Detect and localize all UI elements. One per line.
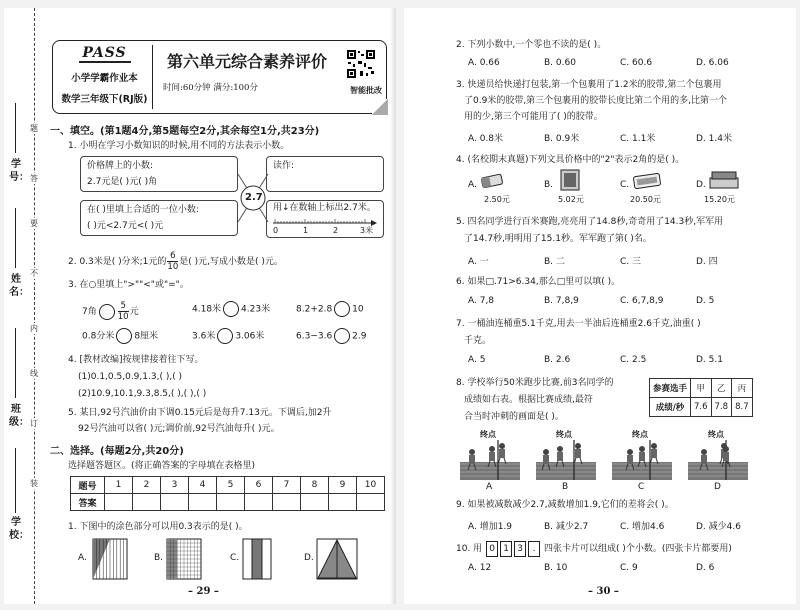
cut-char: 线 <box>30 369 38 378</box>
opt-c[interactable]: C. 2.5 <box>620 355 647 365</box>
pass-logo: PASS <box>79 45 131 63</box>
axis-tick-0: 0 <box>273 226 279 235</box>
r-q5-line2: 了14.7秒,明明用了15.1秒。军军跑了第( )名。 <box>464 234 652 244</box>
cmp-right: 2.9 <box>352 331 367 342</box>
q-num: 10 <box>357 477 385 494</box>
cmp-left: 4.18米 <box>192 304 222 315</box>
q3-row2-c <box>296 328 367 344</box>
opt-c[interactable]: C. <box>230 553 240 563</box>
q3-text: 3. 在○里填上">""<"或"="。 <box>68 280 189 290</box>
opt-d[interactable]: D. 四 <box>696 257 718 267</box>
left-page <box>4 8 396 604</box>
cmp-right: 10 <box>352 304 364 315</box>
score-label: 成绩/秒 <box>650 398 691 417</box>
opt-d[interactable]: D. 5 <box>696 296 715 306</box>
cut-char: 答 <box>30 174 38 183</box>
answer-table <box>70 476 385 511</box>
card: 3 <box>514 541 526 557</box>
finish-label: 终点 <box>556 430 572 439</box>
axis-tick-1: 1 <box>303 226 309 235</box>
r-q9: 9. 如果被减数减少2.7,减数增加1.9,它们的差将会( )。 <box>456 500 674 510</box>
q5-line1: 5. 某日,92号汽油价由下调0.15元后是每升7.13元。下调后,加2升 <box>68 408 332 418</box>
page-number-left: – 29 – <box>188 586 219 597</box>
part2-q1: 1. 下图中的涂色部分可以用0.3表示的是( )。 <box>68 522 248 532</box>
race-illustration <box>688 428 748 492</box>
shape-b-grid-figure <box>166 538 202 580</box>
card: 0 <box>486 541 498 557</box>
stapler-icon <box>708 168 742 192</box>
part2-heading: 二、选择。(每题2分,共20分) <box>50 446 184 457</box>
race-option-label[interactable]: D <box>714 482 721 492</box>
fill-label: 在( )里填上合适的一位小数: <box>87 205 199 215</box>
cmp-left: 6.3−3.6 <box>296 331 333 342</box>
opt-c[interactable]: C. 6,7,8,9 <box>620 296 664 306</box>
answer-cell[interactable] <box>161 494 189 511</box>
read-label: 读作: <box>273 161 295 171</box>
r-q2: 2. 下列小数中,一个零也不读的是( )。 <box>456 40 607 50</box>
race-illustration <box>536 428 596 492</box>
axis-tick-3: 3米 <box>360 226 374 235</box>
opt-d[interactable]: D. 5.1 <box>696 355 723 365</box>
score-head: 乙 <box>711 379 732 398</box>
finish-label: 终点 <box>480 430 496 439</box>
opt-a[interactable]: A. 5 <box>468 355 486 365</box>
race-illustration <box>460 428 520 492</box>
shape-a-fraction-figure <box>92 538 128 580</box>
cut-char: 题 <box>30 124 38 133</box>
price-box-label: 价格牌上的小数: <box>87 161 154 171</box>
shape-d-triangle-figure <box>316 538 358 580</box>
compare-circle[interactable] <box>223 301 239 317</box>
opt-a[interactable]: A. 0.66 <box>468 58 500 68</box>
r-q8-line2: 成绩如右表。根据比赛成绩,最符 <box>464 395 593 405</box>
opt-c[interactable]: C. 增加4.6 <box>620 522 665 532</box>
answer-cell[interactable] <box>133 494 161 511</box>
cmp-left: 0.8分米 <box>82 331 115 342</box>
axis-tick-2: 2 <box>333 226 339 235</box>
track-figure <box>460 440 520 480</box>
score-head: 甲 <box>691 379 712 398</box>
opt-a[interactable]: A. 12 <box>468 563 492 573</box>
opt-b[interactable]: B. <box>154 553 164 563</box>
opt-c[interactable]: C. 60.6 <box>620 58 653 68</box>
q3-row2-b <box>192 328 264 344</box>
cut-char: 不 <box>30 269 38 278</box>
read-box[interactable] <box>266 156 384 192</box>
frac-num: 6 <box>167 251 178 262</box>
r-q8-line1: 8. 学校举行50米跑步比赛,前3名同学的 <box>456 378 614 388</box>
track-figure <box>612 440 672 480</box>
opt-c[interactable]: C. 三 <box>620 257 642 267</box>
q3-row1-c <box>296 301 364 317</box>
opt-b[interactable]: B. 7,8,9 <box>544 296 579 306</box>
score-head: 丙 <box>732 379 753 398</box>
q3-row1: 7角 $\frac{5}{10}$ 元 <box>82 301 139 322</box>
answer-cell[interactable] <box>357 494 385 511</box>
q-num: 6 <box>245 477 273 494</box>
q-num: 4 <box>189 477 217 494</box>
opt-b[interactable]: B. <box>544 180 554 190</box>
number-line-box[interactable] <box>266 200 384 238</box>
q4-seq2[interactable]: (2)10.9,10.1,9.3,8.5,( ),( ),( ) <box>78 389 207 399</box>
q3-row1-b <box>192 301 270 317</box>
q-num: 3 <box>161 477 189 494</box>
q2-part-b[interactable]: 是( )元,写成小数是( )元。 <box>179 257 283 267</box>
q-num: 2 <box>133 477 161 494</box>
price-c: 20.50元 <box>630 195 661 204</box>
shape-c-bar-figure <box>242 538 272 580</box>
q10-part-a: 10. 用 <box>456 544 483 554</box>
answer-cell[interactable] <box>329 494 357 511</box>
fill-blank[interactable]: ( )元<2.7元<( )元 <box>87 221 164 231</box>
compare-circle[interactable] <box>99 304 115 320</box>
cmp-left: 3.6米 <box>192 331 216 342</box>
opt-a[interactable]: A. 0.8米 <box>468 134 504 144</box>
center-value: 2.7 <box>245 192 263 203</box>
header-card <box>52 40 387 114</box>
finish-label: 终点 <box>708 430 724 439</box>
frac-den: 10 <box>167 262 179 272</box>
price-b: 5.02元 <box>558 195 584 204</box>
opt-b[interactable]: B. 二 <box>544 257 565 267</box>
q2-text <box>68 251 283 272</box>
compare-circle[interactable] <box>334 301 350 317</box>
compare-circle[interactable] <box>217 328 233 344</box>
q-num: 1 <box>105 477 133 494</box>
score-value: 8.7 <box>732 398 753 417</box>
answer-cell[interactable] <box>245 494 273 511</box>
answer-cell[interactable] <box>301 494 329 511</box>
opt-c[interactable]: C. 9 <box>620 563 638 573</box>
cut-char: 订 <box>30 419 38 428</box>
cmp-left: 8.2+2.8 <box>296 304 333 315</box>
score-head: 参赛选手 <box>650 379 691 398</box>
track-figure <box>688 440 748 480</box>
opt-a[interactable]: A. 增加1.9 <box>468 522 513 532</box>
qr-code-icon[interactable] <box>346 49 376 79</box>
opt-d[interactable]: D. 减少4.6 <box>696 522 741 532</box>
opt-d[interactable]: D. 6.06 <box>696 58 729 68</box>
answer-cell[interactable] <box>273 494 301 511</box>
r-q7-line2: 千克。 <box>464 336 492 346</box>
answer-cell[interactable] <box>189 494 217 511</box>
compare-circle[interactable] <box>334 328 350 344</box>
price-a: 2.50元 <box>484 195 510 204</box>
r-q7-line1: 7. 一桶油连桶重5.1千克,用去一半油后连桶重2.6千克,油重( ) <box>456 319 701 329</box>
answer-cell[interactable] <box>105 494 133 511</box>
cut-line <box>34 8 35 604</box>
r-q3-line2: 了0.9米的胶带,第三个包裹用的胶带长度比第二个用的多,比第一个 <box>464 96 728 106</box>
q-num: 5 <box>217 477 245 494</box>
qr-label: 智能批改 <box>350 86 382 95</box>
race-option-label[interactable]: B <box>562 482 569 492</box>
opt-d[interactable]: D. <box>696 180 706 190</box>
page-number-right: – 30 – <box>588 586 619 597</box>
card: 1 <box>500 541 512 557</box>
cmp-right: 8厘米 <box>134 331 159 342</box>
cmp-left: 7角 <box>82 307 97 317</box>
cmp-right: 4.23米 <box>241 304 271 315</box>
price-box <box>80 156 238 192</box>
r-q3-line3: 用的少,第三个可能用了( )的胶带。 <box>464 112 603 122</box>
answer-cell[interactable] <box>217 494 245 511</box>
q4-text: 4. [教材改编]按规律接着往下写。 <box>68 355 204 365</box>
opt-a[interactable]: A. <box>468 180 477 190</box>
q2-part-a: 2. 0.3米是( )分米;1元的 <box>68 257 167 267</box>
table-answer-label: 答案 <box>71 494 105 511</box>
series-name: 小学学霸作业本 <box>71 73 138 84</box>
r-q5-line1: 5. 四名同学进行百米赛跑,亮亮用了14.8秒,奇奇用了14.3秒,军军用 <box>456 217 724 227</box>
q4-seq1[interactable]: (1)0.1,0.5,0.9,1.3,( ),( ) <box>78 372 183 382</box>
score-value: 7.6 <box>691 398 712 417</box>
opt-d[interactable]: D. 1.4米 <box>696 134 732 144</box>
opt-b[interactable]: B. 0.9米 <box>544 134 580 144</box>
opt-a[interactable]: A. 一 <box>468 257 489 267</box>
answer-area-note: 选择题答题区。(将正确答案的字母填在表格里) <box>68 461 256 471</box>
q-num: 7 <box>273 477 301 494</box>
opt-b[interactable]: B. 2.6 <box>544 355 571 365</box>
name-label: 姓名： <box>9 274 29 298</box>
r-q8-line3: 合当时冲刺的画面是( )。 <box>464 412 564 422</box>
q1-text: 1. 小明在学习小数知识的时候,用不同的方法表示小数。 <box>68 141 290 151</box>
r-q6: 6. 如果□.71>6.34,那么□里可以填( )。 <box>456 277 621 287</box>
opt-c[interactable]: C. <box>620 180 630 190</box>
cut-char: 要 <box>30 219 38 228</box>
q10-part-b: 四张卡片可以组成( )个小数。(四张卡片都要用) <box>543 544 732 554</box>
name-line[interactable] <box>15 208 16 268</box>
r-q10 <box>456 541 732 557</box>
price-box-blank[interactable]: 2.7元是( )元( )角 <box>87 177 158 187</box>
opt-d[interactable]: D. <box>304 553 314 563</box>
pencil-case-icon <box>632 172 664 190</box>
part1-heading: 一、填空。(第1题4分,第5题每空2分,其余每空1分,共23分) <box>50 126 320 137</box>
decimal-fill-box <box>80 200 238 236</box>
opt-b[interactable]: B. 0.60 <box>544 58 576 68</box>
number-line-label: 用↓在数轴上标出2.7米。 <box>273 203 376 213</box>
card: . <box>528 541 540 557</box>
opt-b[interactable]: B. 10 <box>544 563 568 573</box>
class-line[interactable] <box>15 328 16 398</box>
opt-d[interactable]: D. 6 <box>696 563 715 573</box>
opt-a[interactable]: A. <box>78 553 87 563</box>
opt-b[interactable]: B. 减少2.7 <box>544 522 589 532</box>
track-figure <box>536 440 596 480</box>
cmp-right: 3.06米 <box>235 331 265 342</box>
score-value: 7.8 <box>711 398 732 417</box>
r-q4: 4. (名校期末真题)下列文具价格中的"2"表示2角的是( )。 <box>456 155 685 165</box>
finish-label: 终点 <box>632 430 648 439</box>
exam-meta: 时间:60分钟 满分:100分 <box>163 83 258 93</box>
race-option-label[interactable]: C <box>638 482 645 492</box>
race-option-label[interactable]: A <box>486 482 493 492</box>
q2-fraction <box>167 251 178 272</box>
race-illustration <box>612 428 672 492</box>
q-num: 9 <box>329 477 357 494</box>
r-q3-line1: 3. 快递员给快递打包装,第一个包裹用了1.2米的胶带,第二个包裹用 <box>456 80 722 90</box>
right-page <box>404 8 796 604</box>
q3-row2-a <box>82 328 158 344</box>
price-d: 15.20元 <box>704 195 735 204</box>
school-label: 学校： <box>9 517 29 541</box>
opt-a[interactable]: A. 7,8 <box>468 296 495 306</box>
eraser-icon <box>480 172 506 190</box>
compare-circle[interactable] <box>116 328 132 344</box>
table-header: 题号 <box>71 477 105 494</box>
id-line[interactable] <box>15 103 16 153</box>
grade-label: 数学三年级下(RJ版) <box>61 94 148 105</box>
cut-char: 内 <box>30 324 38 333</box>
notebook-icon <box>558 168 584 192</box>
binding-strip <box>4 8 42 604</box>
opt-c[interactable]: C. 1.1米 <box>620 134 656 144</box>
cut-char: 装 <box>30 479 38 488</box>
school-line[interactable] <box>15 448 16 513</box>
id-label: 学号： <box>9 159 29 183</box>
page-title: 第六单元综合素养评价 <box>166 52 327 71</box>
class-label: 班级： <box>9 404 29 428</box>
score-table <box>649 378 753 417</box>
q5-line2[interactable]: 92号汽油可以省( )元;调价前,92号汽油每升( )元。 <box>78 424 280 434</box>
q-num: 8 <box>301 477 329 494</box>
